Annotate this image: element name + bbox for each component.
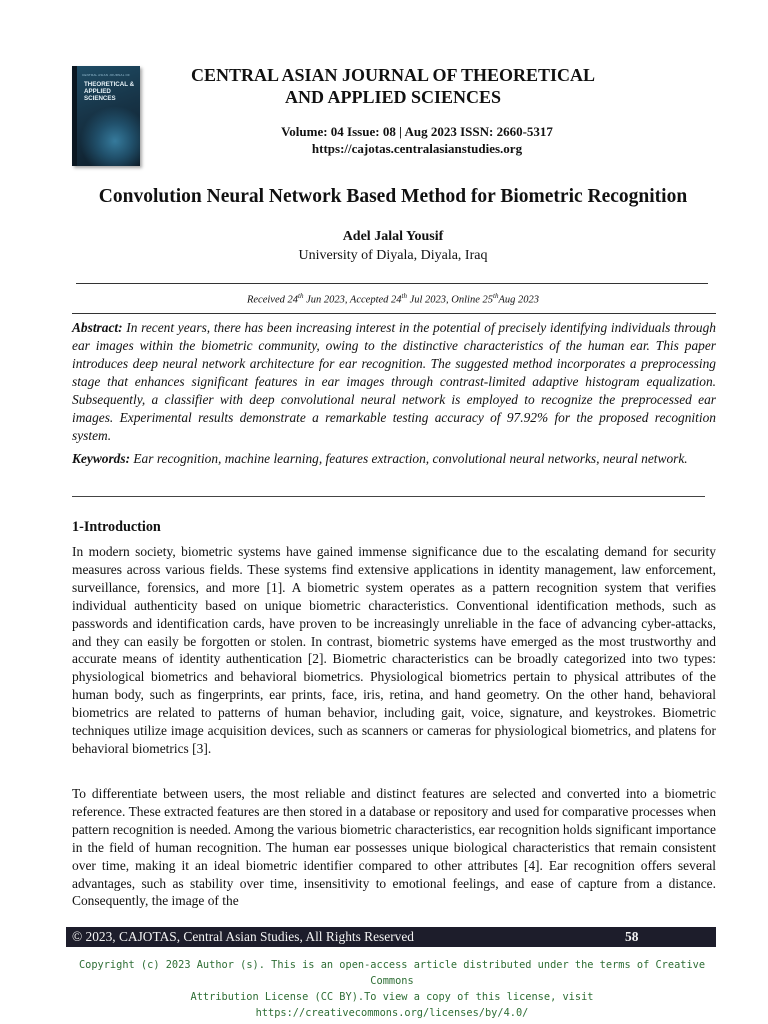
cover-title: THEORETICAL & APPLIED SCIENCES xyxy=(84,81,135,102)
abstract-text: In recent years, there has been increasing interest in the potential of precisely identifying individuals through ear images within the biometric community, owing to the distinctive characteristics of the human ear. This paper introduces deep neural network architecture for ear recognition. The suggested method incorporates a preprocessing stage that enhances significant features in ear images through contrast-limited adaptive histogram equalization. Subsequently, a classifier with deep convolutional neural network is employed to recognize the preprocessed ear images. Experimental results demonstrate a remarkable testing accuracy of 97.92% for the proposed recognition system. xyxy=(72,320,716,443)
volume-line: Volume: 04 Issue: 08 | Aug 2023 ISSN: 2660-5317 xyxy=(281,124,553,139)
author-name: Adel Jalal Yousif xyxy=(342,229,444,244)
journal-cover-image xyxy=(72,66,140,166)
divider-top xyxy=(76,283,708,284)
received-date: Received 24 xyxy=(246,294,298,306)
license-line1: Copyright (c) 2023 Author (s). This is an open-access article distributed under the terms of Creative Commons xyxy=(78,959,706,987)
page-number: 58 xyxy=(625,929,639,944)
keywords xyxy=(72,450,716,468)
keywords-text: Ear recognition, machine learning, features extraction, convolutional neural networks, neural network. xyxy=(130,451,688,466)
accepted-date: Jun 2023, Accepted 24 xyxy=(303,294,402,306)
paragraph-2: To differentiate between users, the most reliable and distinct features are selected and converted into a biometric reference. These extracted features are then stored in a database or repository and used for comparative processes when pattern recognition is needed. Among the various biometric characteristics, ear recognition holds significant importance in the field of human recognition. The human ear possesses unique biological characteristics that remain consistent over time, making it an ideal biometric identifier compared to other attributes [4]. Ear recognition offers several advantages, such as stability over time, insensitivity to emotional feelings, and ease of capture from a distance. Consequently, the image of the xyxy=(72,786,716,909)
footer-copyright: © 2023, CAJOTAS, Central Asian Studies, All Rights Reserved xyxy=(72,929,415,944)
online-date-rest: Aug 2023 xyxy=(498,294,540,306)
online-sup: th xyxy=(493,292,499,300)
publication-dates xyxy=(150,292,636,306)
journal-url[interactable]: https://cajotas.centralasianstudies.org xyxy=(311,141,523,156)
license-notice xyxy=(72,957,712,1021)
author-affiliation: University of Diyala, Diyala, Iraq xyxy=(298,248,488,263)
abstract xyxy=(72,319,716,445)
received-sup: th xyxy=(298,292,304,300)
divider-dates xyxy=(72,313,716,314)
abstract-label: Abstract: xyxy=(72,320,123,335)
online-date: Jul 2023, Online 25 xyxy=(406,294,494,306)
paragraph-1: In modern society, biometric systems have gained immense significance due to the escalating demand for security measures across various fields. These systems find extensive applications in identity management, law enforcement, surveillance, forensics, and more [1]. A biometric system operates as a pattern recognition system that verifies individual authenticity based on unique biometric characteristics. Conventional identification methods, such as passwords and identification cards, have proven to be increasingly unreliable in the face of advancing cyber-attacks, and they can easily be forgotten or stolen. In contrast, biometric systems have emerged as the most trustworthy and accurate means of identity authentication [2]. Biometric characteristics can be broadly categorized into two types: physiological biometrics and behavioral biometrics. Physiological biometrics pertain to physical attributes of the human body, such as fingerprints, ear prints, face, iris, retina, and hand geometry. On the other hand, behavioral biometrics are related to patterns of human behavior, including gait, voice, signature, and keystrokes. Biometric techniques utilize image acquisition devices, such as scanners or cameras for physiological biometrics, and platens for behavioral biometrics [3]. xyxy=(72,544,716,756)
cover-small-text: CENTRAL ASIAN JOURNAL OF xyxy=(82,73,131,77)
cover-glow xyxy=(80,106,140,166)
keywords-label: Keywords: xyxy=(72,451,131,466)
journal-name xyxy=(160,64,626,108)
license-line2[interactable]: Attribution License (CC BY).To view a copy of this license, visit https://creativecommons.org/licenses/by/4.0/ xyxy=(190,991,594,1019)
accepted-sup: th xyxy=(401,292,407,300)
divider-keywords xyxy=(72,496,705,497)
paper-title: Convolution Neural Network Based Method for Biometric Recognition xyxy=(98,186,688,207)
journal-name-line2: AND APPLIED SCIENCES xyxy=(284,87,502,107)
journal-info xyxy=(240,123,594,157)
footer-bar xyxy=(66,927,716,947)
section-heading-introduction: 1-Introduction xyxy=(72,519,161,535)
journal-name-line1: CENTRAL ASIAN JOURNAL OF THEORETICAL xyxy=(190,65,596,85)
cover-spine xyxy=(72,66,77,166)
